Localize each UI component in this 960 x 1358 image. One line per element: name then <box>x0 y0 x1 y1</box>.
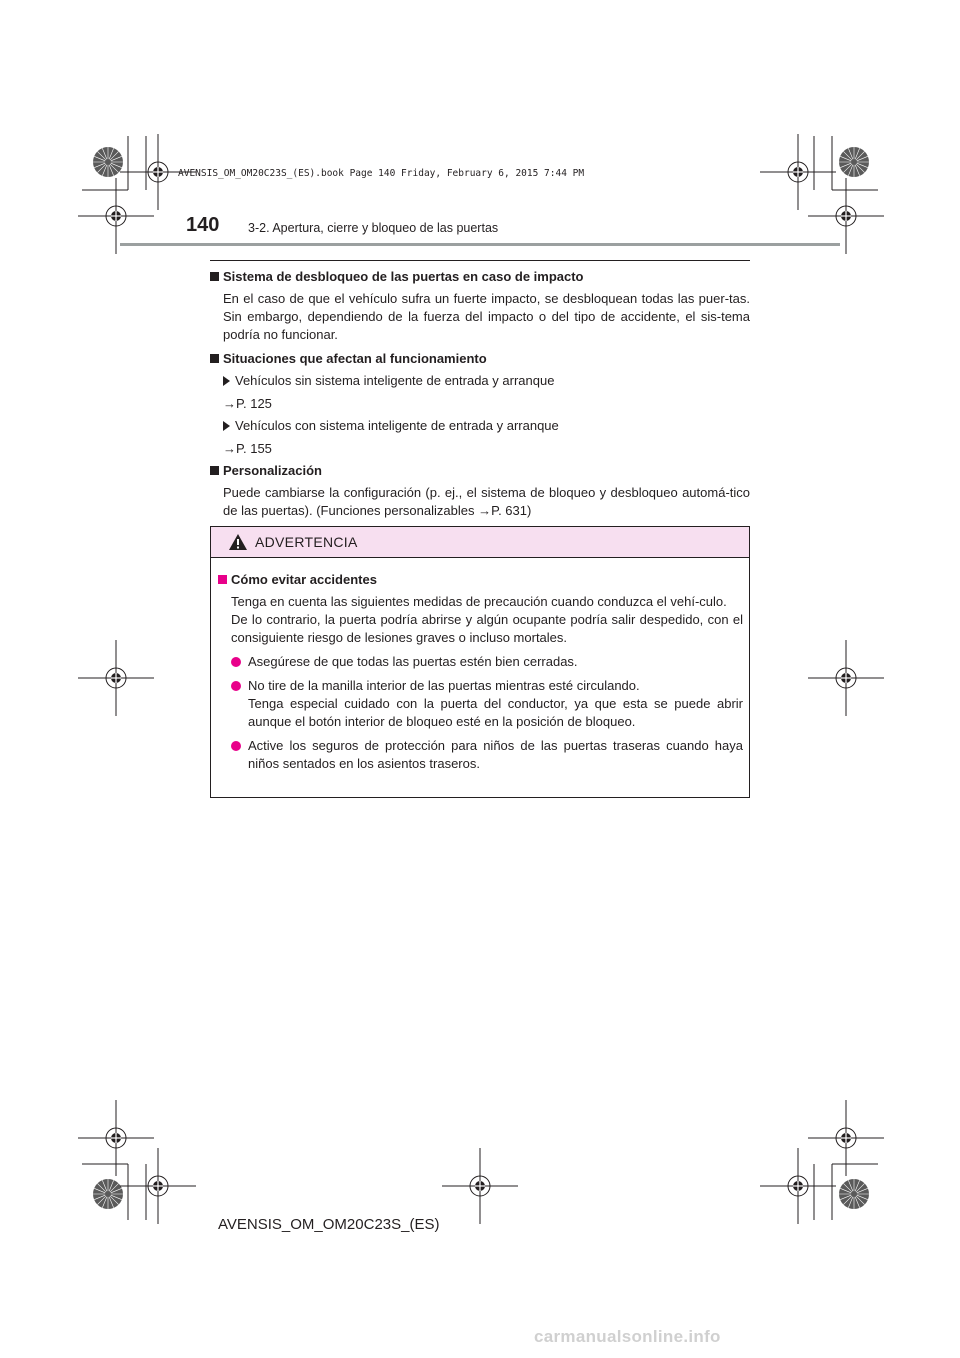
watermark: carmanualsonline.info <box>534 1327 721 1346</box>
section-heading: Sistema de desbloqueo de las puertas en caso de impacto <box>210 268 750 286</box>
warning-paragraph: Tenga en cuenta las siguientes medidas de precaución cuando conduzca el vehí-culo. <box>231 594 727 609</box>
arrow-icon: → <box>223 396 236 411</box>
content-top-rule <box>210 260 750 261</box>
warning-title: ADVERTENCIA <box>255 534 358 550</box>
page-reference[interactable]: →P. 155 <box>223 441 272 456</box>
page-reference[interactable]: →P. 125 <box>223 396 272 411</box>
section-heading: Situaciones que afectan al funcionamiento <box>210 350 750 368</box>
warning-bullet: No tire de la manilla interior de las puertas mientras esté circulando. Tenga especial cuidado con la puerta del conductor, ya que esta se puede abrir aunque el botón interior de bloqueo esté en la posición de bloqueo. <box>231 677 743 731</box>
list-item: Vehículos con sistema inteligente de entrada y arranque <box>223 417 750 435</box>
circle-bullet-icon <box>231 657 241 667</box>
square-bullet-icon <box>210 466 219 475</box>
triangle-bullet-icon <box>223 376 230 386</box>
star-target-icon <box>839 147 869 177</box>
triangle-bullet-icon <box>223 421 230 431</box>
warning-header <box>211 527 749 558</box>
square-bullet-icon <box>218 575 227 584</box>
warning-box <box>210 526 750 798</box>
section-heading: Personalización <box>210 462 750 480</box>
warning-triangle-icon <box>228 533 248 551</box>
square-bullet-icon <box>210 272 219 281</box>
star-target-icon <box>93 147 123 177</box>
warning-body <box>211 571 749 773</box>
footer-document-code: AVENSIS_OM_OM20C23S_(ES) <box>218 1216 440 1233</box>
warning-bullet: Active los seguros de protección para niños de las puertas traseras cuando haya niños sentados en los asientos traseros. <box>231 737 743 773</box>
star-target-icon <box>93 1179 123 1209</box>
header-rule <box>120 243 840 246</box>
section-title: 3-2. Apertura, cierre y bloqueo de las puertas <box>248 221 499 235</box>
warning-bullet: Asegúrese de que todas las puertas estén bien cerradas. <box>231 653 743 671</box>
section-paragraph: En el caso de que el vehículo sufra un fuerte impacto, se desbloquean todas las puer-tas. Sin embargo, dependiendo de la fuerza del impacto o del tipo de accidente, el sis-tema podría no funcionar. <box>223 291 750 342</box>
circle-bullet-icon <box>231 741 241 751</box>
star-target-icon <box>839 1179 869 1209</box>
main-content <box>210 268 750 520</box>
square-bullet-icon <box>210 354 219 363</box>
warning-heading: Cómo evitar accidentes <box>211 571 749 589</box>
page-number: 140 <box>186 214 220 236</box>
list-item: Vehículos sin sistema inteligente de entrada y arranque <box>223 372 750 390</box>
section-paragraph: Puede cambiarse la configuración (p. ej., el sistema de bloqueo y desbloqueo automá-tico de las puertas). (Funciones personalizables →P. 631) <box>223 485 750 518</box>
warning-paragraph: De lo contrario, la puerta podría abrirse y algún ocupante podría salir despedido, con el consiguiente riesgo de lesiones graves o incluso mortales. <box>231 612 743 645</box>
book-file-stamp: AVENSIS_OM_OM20C23S_(ES).book Page 140 Friday, February 6, 2015 7:44 PM <box>178 168 585 179</box>
arrow-icon: → <box>223 441 236 456</box>
circle-bullet-icon <box>231 681 241 691</box>
